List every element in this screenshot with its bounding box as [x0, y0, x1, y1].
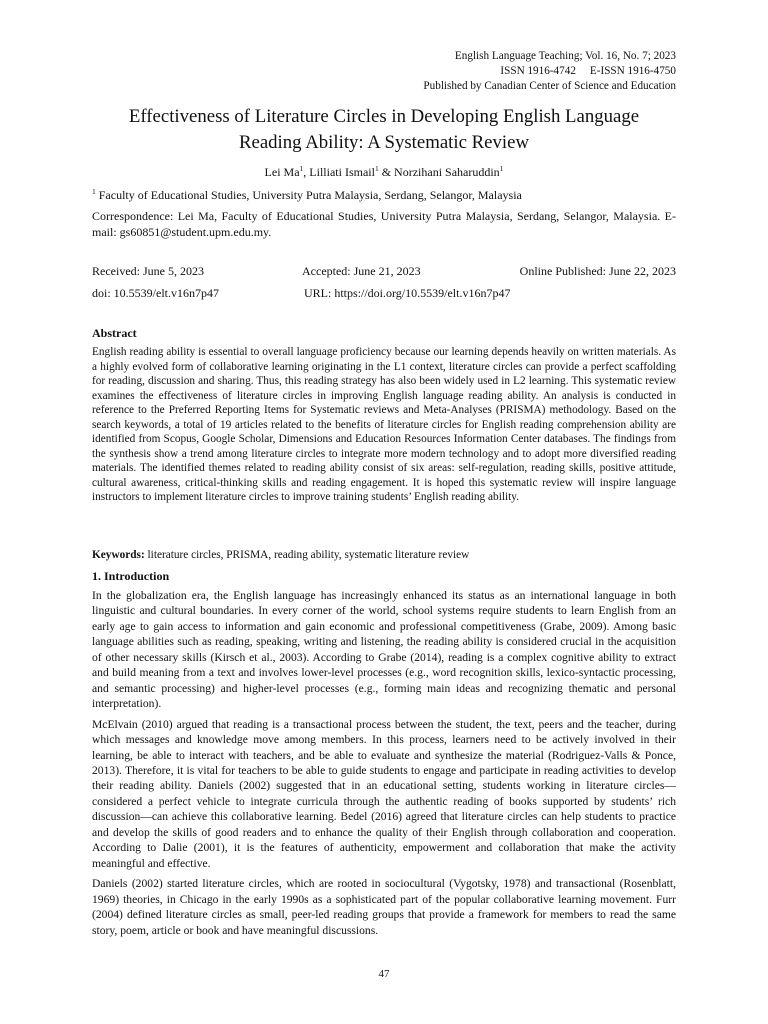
author-1-affiliation-mark: 1 [299, 164, 304, 173]
doi: doi: 10.5539/elt.v16n7p47 [92, 286, 219, 300]
author-list [92, 165, 676, 180]
doi-url-link[interactable]: URL: https://doi.org/10.5539/elt.v16n7p47 [304, 286, 511, 300]
paper-title [92, 104, 676, 156]
keywords [92, 548, 469, 562]
affiliation [92, 188, 522, 203]
introduction-body [92, 588, 676, 943]
paragraph: In the globalization era, the English language has increasingly enhanced its status as an international language in both linguistic and cultural boundaries. In every corner of the world, school systems require students to learn English from an early age to gain access to information and gain economic and professional competitiveness (Grabe, 2009). Among basic language abilities such as reading, speaking, writing and listening, the reading ability is considered crucial in the acquisition of other necessary skills (Kirsch et al., 2003). According to Grabe (2014), reading is a complex cognitive ability to extract and build meaning from a text and involves lower-level processes (e.g., word recognition skills, lexico-syntactic processing, and semantic processing) and higher-level processes (e.g., forming main ideas and recognizing thematic and personal interpretation). [92, 589, 676, 711]
journal-header [423, 49, 676, 94]
author-3: Norzihani Saharuddin [394, 165, 500, 179]
keywords-label: Keywords: [92, 549, 145, 561]
published-date: Online Published: June 22, 2023 [519, 264, 676, 278]
correspondence: Correspondence: Lei Ma, Faculty of Educational Studies, University Putra Malaysia, Serdang, Selangor, Malaysia. E-mail: gs60851@student.upm.edu.my. [92, 209, 676, 239]
journal-citation: English Language Teaching; Vol. 16, No. 7; 2023 [454, 50, 676, 62]
title-line-1: Effectiveness of Literature Circles in Developing English Language [128, 106, 640, 127]
keywords-text: literature circles, PRISMA, reading ability, systematic literature review [144, 549, 470, 561]
accepted-date: Accepted: June 21, 2023 [302, 264, 421, 278]
author-separator: , [303, 165, 310, 179]
received-date: Received: June 5, 2023 [92, 264, 204, 278]
abstract-text: English reading ability is essential to overall language proficiency because our learning depends heavily on written materials. As a highly evolved form of collaborative learning originating in the L1 context, literature circles can provide a perfect scaffolding for reading, discussion and sharing. Thus, this reading strategy has also been widely used in L2 learning. This systematic review examines the effectiveness of literature circles in improving English language reading ability. An analysis is conducted in reference to the Preferred Reporting Items for Systematic reviews and Meta-Analyses (PRISMA) methodology. Based on the search keywords, a total of 19 articles related to the benefits of literature circles for English reading comprehension ability are identified from Scopus, Google Scholar, Dimensions and Education Resources Information Center databases. The findings from the synthesis show a trend among literature circles to integrate more modern technology and to adopt more diversified reading materials. The identified themes related to reading ability consist of six areas: self-regulation, reading skills, positive attitude, cultural awareness, critical-thinking skills and reading engagement. It is hoped this systematic review will inspire language instructors to implement literature circles to improve training students’ English reading ability. [92, 346, 676, 503]
author-1: Lei Ma [264, 165, 300, 179]
author-separator: & [378, 165, 395, 179]
paper-page [92, 0, 676, 1024]
author-2: Lilliati Ismail [309, 165, 375, 179]
journal-issn: ISSN 1916-4742 E-ISSN 1916-4750 [500, 65, 676, 77]
journal-publisher: Published by Canadian Center of Science and Education [423, 80, 676, 92]
author-2-affiliation-mark: 1 [374, 164, 379, 173]
title-line-2: Reading Ability: A Systematic Review [238, 132, 530, 153]
abstract-heading: Abstract [92, 326, 137, 340]
paragraph: McElvain (2010) argued that reading is a transactional process between the student, the text, peers and the teacher, during which messages and knowledge move among members. In this process, learners need to be actively involved in their learning, be able to interact with teachers, and be able to evaluate and synthesize the material (Rodriguez-Valls & Ponce, 2013). Therefore, it is vital for teachers to be able to guide students to engage and participate in reading activities to develop their reading ability. Daniels (2002) suggested that in an educational setting, students working in literature circles—considered a perfect vehicle to integrate curricula through the authentic reading of books supported by students’ rich discussion—can achieve this collaborative learning. Bedel (2016) agreed that literature circles can help students to practice and develop the skills of good readers and to enhance the quality of their English through collaboration and cooperation. According to Dalie (2001), it is the features of authenticity, empowerment and collaboration that make the activity meaningful and effective. [92, 717, 676, 870]
author-3-affiliation-mark: 1 [499, 164, 504, 173]
affiliation-mark: 1 [92, 187, 96, 196]
paragraph: Daniels (2002) started literature circles, which are rooted in sociocultural (Vygotsky, 1978) and transactional (Rosenblatt, 1969) theories, in Chicago in the early 1990s as a sophisticated part of the popular collaborative learning movement. Furr (2004) defined literature circles as small, peer-led reading groups that provide a framework for members to read the same story, poem, article or book and have meaningful discussions. [92, 877, 676, 937]
affiliation-text: Faculty of Educational Studies, University Putra Malaysia, Serdang, Selangor, Malaysia [95, 188, 522, 202]
section-heading-introduction: 1. Introduction [92, 569, 170, 583]
page-number: 47 [378, 968, 390, 980]
